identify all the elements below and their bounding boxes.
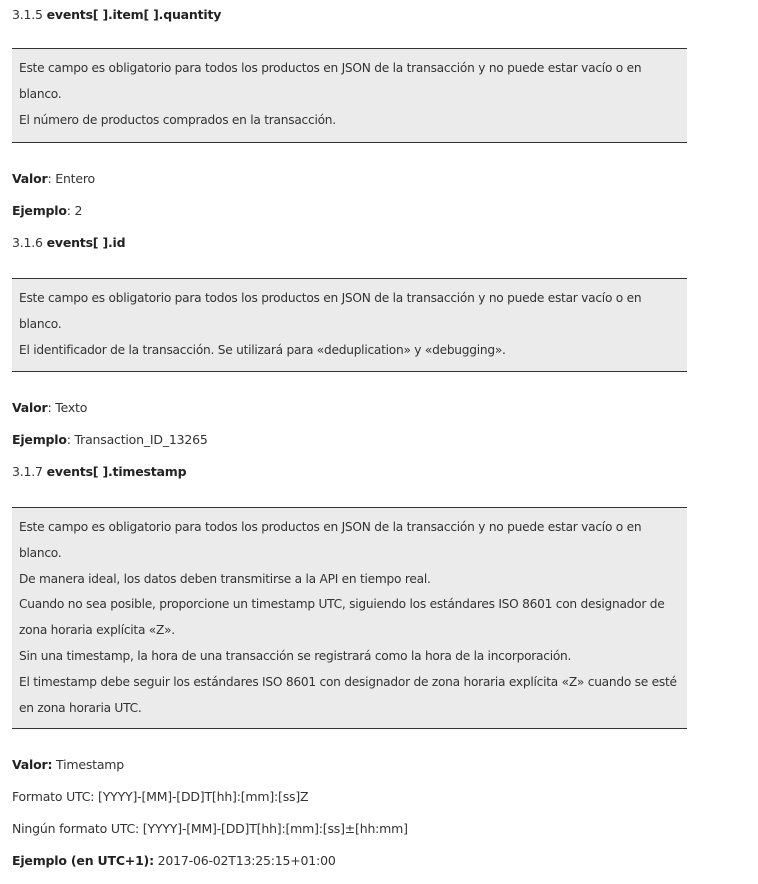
section-heading: [12, 235, 125, 250]
example: [12, 853, 336, 868]
note-line: Este campo es obligatorio para todos los productos en JSON de la transacción y no puede estar vacío o en: [19, 291, 642, 305]
example-text: 2: [74, 203, 83, 218]
example-label: Ejemplo: [12, 203, 67, 218]
example: Ejemplo: Transaction_ID_13265: [12, 432, 208, 447]
field-name: events[ ].item[ ].quantity: [46, 7, 222, 22]
value-type: [12, 757, 124, 772]
example-text: Transaction_ID_13265: [74, 432, 208, 447]
value-label: Valor: [12, 171, 48, 186]
note-line: El identificador de la transacción. Se utilizará para «deduplication» y «debugging».: [19, 342, 506, 357]
note-line: Este campo es obligatorio para todos los productos en JSON de la transacción y no puede estar vacío o en: [19, 61, 642, 75]
example: Ejemplo: 2: [12, 203, 83, 218]
value-type: Valor: Texto: [12, 400, 88, 415]
note-line: en zona horaria UTC.: [19, 700, 142, 715]
field-note-box: [12, 48, 687, 143]
note-line: El timestamp debe seguir los estándares ISO 8601 con designador de zona horaria explícita «Z» cuando se esté: [19, 674, 677, 689]
note-line: zona horaria explícita «Z».: [19, 623, 175, 638]
section-number: 3.1.7: [12, 464, 43, 479]
value-text: Entero: [55, 171, 95, 186]
note-line: Cuando no sea posible, proporcione un timestamp UTC, siguiendo los estándares ISO 8601 con designador de: [19, 597, 665, 612]
example-text: 2017-06-02T13:25:15+01:00: [157, 853, 336, 868]
value-text: Timestamp: [56, 757, 125, 772]
value-type: Valor: Entero: [12, 171, 95, 186]
field-note-box: [12, 278, 687, 372]
example-label: Ejemplo (en UTC+1):: [12, 853, 154, 868]
field-name: events[ ].timestamp: [46, 464, 187, 479]
example-label: Ejemplo: [12, 432, 67, 447]
value-text: Texto: [55, 400, 88, 415]
note-line: Sin una timestamp, la hora de una transacción se registrará como la hora de la incorporación.: [19, 648, 572, 663]
field-note-box: [12, 507, 687, 729]
note-line: blanco.: [19, 316, 62, 331]
section-number: 3.1.6: [12, 235, 43, 250]
section-heading: [12, 464, 186, 479]
field-name: events[ ].id: [46, 235, 126, 250]
note-line: Este campo es obligatorio para todos los productos en JSON de la transacción y no puede estar vacío o en: [19, 520, 642, 534]
non-utc-format: Ningún formato UTC: [YYYY]-[MM]-[DD]T[hh]:[mm]:[ss]±[hh:mm]: [12, 821, 408, 836]
utc-format: Formato UTC: [YYYY]-[MM]-[DD]T[hh]:[mm]:[ss]Z: [12, 789, 309, 804]
section-number: 3.1.5: [12, 7, 43, 22]
value-label: Valor: [12, 400, 48, 415]
section-heading: [12, 7, 221, 22]
note-line: blanco.: [19, 545, 62, 560]
value-label: Valor:: [12, 757, 53, 772]
note-line: blanco.: [19, 86, 62, 101]
note-line: El número de productos comprados en la transacción.: [19, 112, 336, 127]
note-line: De manera ideal, los datos deben transmitirse a la API en tiempo real.: [19, 571, 431, 586]
